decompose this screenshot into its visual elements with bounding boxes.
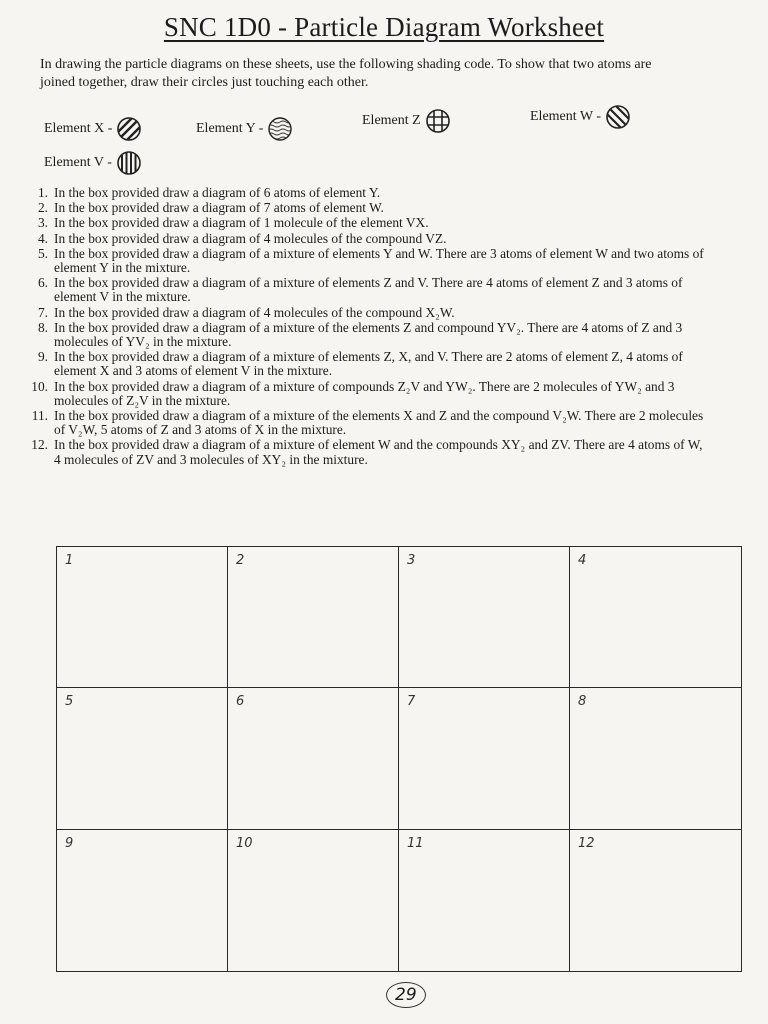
element-label: Element X - xyxy=(44,121,113,136)
question-number: 11. xyxy=(31,408,48,424)
question-number: 8. xyxy=(37,319,48,335)
element-w-legend xyxy=(530,104,631,130)
element-label: Element W - xyxy=(530,109,602,124)
drawing-box[interactable] xyxy=(228,688,399,829)
box-number: 8 xyxy=(578,694,587,710)
drawing-box[interactable] xyxy=(228,830,399,971)
question-text: In the box provided draw a diagram of 7 atoms of element W. xyxy=(54,200,384,216)
question-number: 3. xyxy=(37,215,48,231)
box-number: 7 xyxy=(407,694,416,710)
question-number: 5. xyxy=(37,245,48,261)
drawing-box-grid xyxy=(56,546,742,972)
question-text: In the box provided draw a diagram of 6 atoms of element Y. xyxy=(54,185,381,200)
question-item xyxy=(22,186,712,200)
question-item xyxy=(22,216,712,230)
question-number: 7. xyxy=(37,304,48,320)
page-title: SNC 1D0 - Particle Diagram Worksheet xyxy=(163,12,605,42)
drawing-box[interactable] xyxy=(399,830,570,971)
drawing-box[interactable] xyxy=(57,547,228,688)
element-label: Element V - xyxy=(44,155,112,170)
question-text: In the box provided draw a diagram of a mixture of element W and the compounds XY₂ and ZV. There are 4 atoms of W, 4 molecules of ZV and 3 molecules of XY₂ in the mixture. xyxy=(54,437,703,467)
element-z-legend xyxy=(362,108,451,134)
drawing-box[interactable] xyxy=(399,688,570,829)
drawing-box[interactable] xyxy=(57,688,228,829)
question-text: In the box provided draw a diagram of a mixture of compounds Z₂V and YW₂. There are 2 molecules of YW₂ and 3 molecules of Z₂V in the mixture. xyxy=(54,378,675,408)
question-item xyxy=(22,232,712,246)
reverse-diagonal-stripe-circle-icon xyxy=(605,104,631,130)
question-item xyxy=(22,350,712,378)
question-item xyxy=(22,201,712,215)
question-number: 10. xyxy=(31,378,48,394)
question-item xyxy=(22,276,712,304)
question-number: 1. xyxy=(37,185,48,200)
element-v-legend xyxy=(44,150,142,176)
box-number: 3 xyxy=(407,553,416,568)
box-number: 5 xyxy=(65,694,74,710)
page-number: 29 xyxy=(386,982,426,1008)
box-number: 9 xyxy=(65,835,74,851)
question-text: In the box provided draw a diagram of 4 molecules of the compound VZ. xyxy=(54,230,447,246)
drawing-box[interactable] xyxy=(570,830,741,971)
question-text: In the box provided draw a diagram of a mixture of the elements X and Z and the compound V₂W. There are 2 molecules of V₂W, 5 atoms of Z and 3 atoms of X in the mixture. xyxy=(54,408,704,438)
question-text: In the box provided draw a diagram of 4 molecules of the compound X₂W. xyxy=(54,304,455,320)
question-text: In the box provided draw a diagram of 1 molecule of the element VX. xyxy=(54,215,429,231)
question-text: In the box provided draw a diagram of a mixture of elements Z, X, and V. There are 2 atoms of element Z, 4 atoms of element X and 3 atoms of element V in the mixture. xyxy=(54,349,683,379)
drawing-box[interactable] xyxy=(570,547,741,688)
intro-text: In drawing the particle diagrams on these sheets, use the following shading code. To show that two atoms are joined together, draw their circles just touching each other. xyxy=(40,57,652,90)
element-label: Element Z xyxy=(362,113,421,128)
question-item xyxy=(22,380,712,408)
question-list xyxy=(22,186,712,468)
drawing-box[interactable] xyxy=(57,830,228,971)
question-item xyxy=(22,438,712,466)
box-number: 2 xyxy=(236,553,245,568)
box-number: 6 xyxy=(236,694,245,710)
drawing-box[interactable] xyxy=(228,547,399,688)
question-number: 9. xyxy=(37,349,48,365)
box-number: 10 xyxy=(236,835,253,851)
question-item xyxy=(22,321,712,349)
question-item xyxy=(22,306,712,320)
question-text: In the box provided draw a diagram of a mixture of elements Z and V. There are 4 atoms of element Z and 3 atoms of element V in the mixture. xyxy=(54,275,683,305)
question-text: In the box provided draw a diagram of a mixture of elements Y and W. There are 3 atoms of element W and two atoms of element Y in the mixture. xyxy=(54,245,704,276)
question-number: 6. xyxy=(37,275,48,291)
question-number: 2. xyxy=(37,200,48,216)
crosshatch-circle-icon xyxy=(425,108,451,134)
question-item xyxy=(22,247,712,275)
drawing-box[interactable] xyxy=(570,688,741,829)
box-number: 12 xyxy=(578,835,595,851)
question-item xyxy=(22,409,712,437)
drawing-box[interactable] xyxy=(399,547,570,688)
wavy-fill-circle-icon xyxy=(267,116,293,142)
element-y-legend xyxy=(196,116,293,142)
question-number: 4. xyxy=(37,230,48,246)
vertical-stripe-circle-icon xyxy=(116,150,142,176)
box-number: 11 xyxy=(407,835,424,851)
element-x-legend xyxy=(44,116,142,142)
box-number: 1 xyxy=(65,553,74,568)
box-number: 4 xyxy=(578,553,587,568)
question-number: 12. xyxy=(31,437,48,453)
element-label: Element Y - xyxy=(196,121,264,136)
diagonal-stripe-circle-icon xyxy=(116,116,142,142)
question-text: In the box provided draw a diagram of a mixture of the elements Z and compound YV₂. There are 4 atoms of Z and 3 molecules of YV₂ in the mixture. xyxy=(54,319,683,350)
